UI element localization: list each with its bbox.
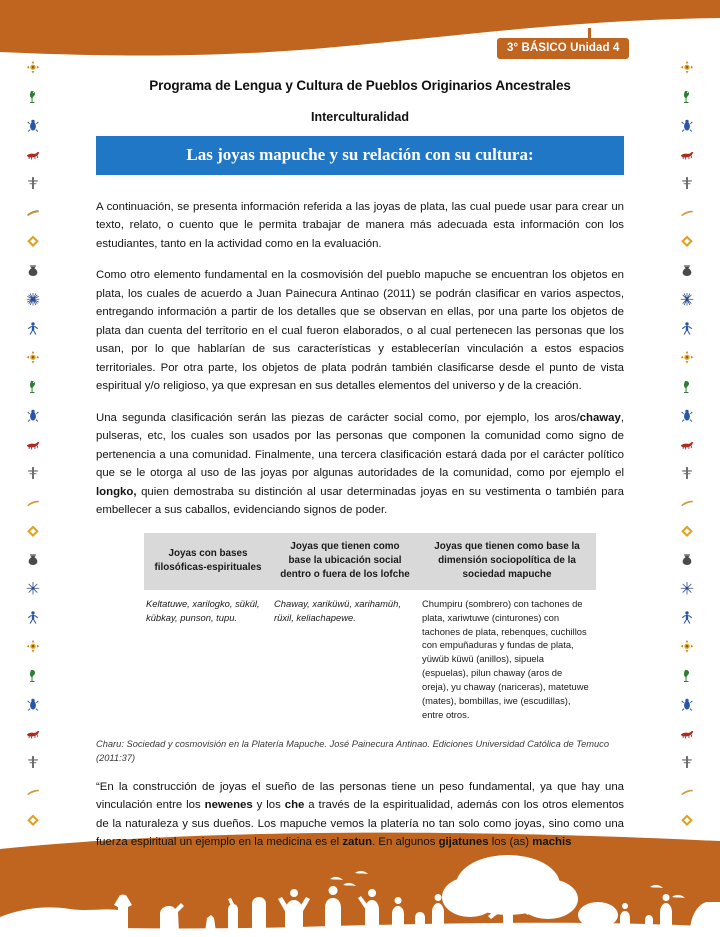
document-content	[96, 78, 624, 852]
quote-part-a: “En la construcción de joyas el sueño de las personas tiene un peso fundamental, ya que hay una vinculación entre los	[96, 780, 624, 812]
unit-badge: 3° BÁSICO Unidad 4	[497, 38, 629, 59]
table-header-row	[144, 533, 596, 590]
table-cell-filosoficas: Keltatuwe, xarilogko, sükül, kübkay, punson, tupu.	[146, 597, 260, 623]
table-header-cell-1: Joyas con bases filosóficas-espirituales	[144, 533, 272, 590]
quote-part-f: los (as)	[488, 836, 533, 849]
table-header-cell-3: Joyas que tienen como base la dimensión sociopolítica de la sociedad mapuche	[418, 533, 596, 590]
table-cell-sociopolitica: Chumpiru (sombrero) con tachones de plata, xariwtuwe (cinturones) con tachones de plata, rebenques, cuchillos con empuñaduras y fundas de plata, yüwüb küwü (anillos), sipuela (espuelas), pilun chaway (aros de oreja), yu chaway (nariceras), matetuwe (mates), bombillas, iwe (escudillas), entre otros.	[422, 597, 589, 720]
paragraph-classification-part-d: quien demostraba su distinción al usar determinadas joyas en su vestimenta o también para embellecer a sus caballos, evidenciando signos de poder.	[96, 485, 624, 517]
paragraph-cosmovision: Como otro elemento fundamental en la cosmovisión del pueblo mapuche se encuentran los objetos en plata, los cuales de acuerdo a Juan Painecura Antinao (2011) se podrán clasificar en varios aspectos, entregando información a partir de los detalles que se observan en ellas, por una parte los objetos de plata dan cuenta del territorio en el cual fueron elaborados, o al cual pertenecen las personas que los usan, por lo que hablarían de sus características y establecerían vinculación a estos espacios territoriales. Por otra parte, los objetos de plata podrán también clasificarse desde el punto de vista espiritual y/o religioso, ya que expresan en sus detalles elementos del universo y de la creación.	[96, 269, 624, 393]
paragraph-classification	[96, 409, 624, 520]
lesson-banner-title: Las joyas mapuche y su relación con su cultura:	[96, 136, 624, 175]
term-chaway: chaway	[579, 411, 621, 424]
jewelry-classification-table-wrapper	[144, 533, 596, 731]
paragraph-classification-part-c: , pulseras, etc, los cuales son usados por las personas que componen la comunidad como signo de pertenencia a una comunidad. Finalmente, una tercera clasificación estará dada por el carácter político que se le otorga al uso de las joyas por algunas autoridades de la comunidad, como por ejemplo el	[96, 411, 624, 480]
quote-part-d: a través de la espiritualidad, además con los otros elementos de la naturaleza y sus dueños. Los mapuche vemos la platería no tan solo como joyas, sino como una fuerza espiritual un ejemplo en la medicina es el	[96, 799, 624, 849]
term-machis: machis	[532, 836, 572, 849]
term-newenes: newenes	[204, 799, 253, 812]
paragraph-quote	[96, 778, 624, 852]
table-cell-ubicacion-social: Chaway, xariküwü, xarihamüh, rüxil, keliachapewe.	[274, 597, 401, 623]
paragraph-classification-part-a: Una segunda clasificación serán las piezas de carácter social como, por ejemplo, los aros/	[96, 411, 580, 424]
jewelry-classification-table	[144, 533, 596, 731]
page-title: Programa de Lengua y Cultura de Pueblos Originarios Ancestrales	[149, 78, 571, 93]
table-header-cell-2: Joyas que tienen como base la ubicación social dentro o fuera de los lofche	[272, 533, 418, 590]
term-gijatunes: gijatunes	[438, 836, 489, 849]
term-che: che	[284, 799, 305, 812]
source-citation: Charu: Sociedad y cosmovisión en la Platería Mapuche. José Painecura Antinao. Ediciones Universidad Católica de Temuco (2011:37)	[96, 738, 609, 764]
term-zatun: zatun	[342, 836, 373, 849]
quote-part-c: y los	[252, 799, 285, 812]
paragraph-intro: A continuación, se presenta información referida a las joyas de plata, las cual puede usar para crear un texto, relato, o cuento que le permita trabajar de manera más adecuada esta información con los estudiantes, tanto en la actividad como en la evaluación.	[96, 201, 624, 250]
table-row	[144, 590, 596, 731]
page-subtitle: Interculturalidad	[311, 110, 409, 124]
quote-part-e: . En algunos	[372, 836, 439, 849]
term-longko: longko,	[96, 485, 137, 498]
